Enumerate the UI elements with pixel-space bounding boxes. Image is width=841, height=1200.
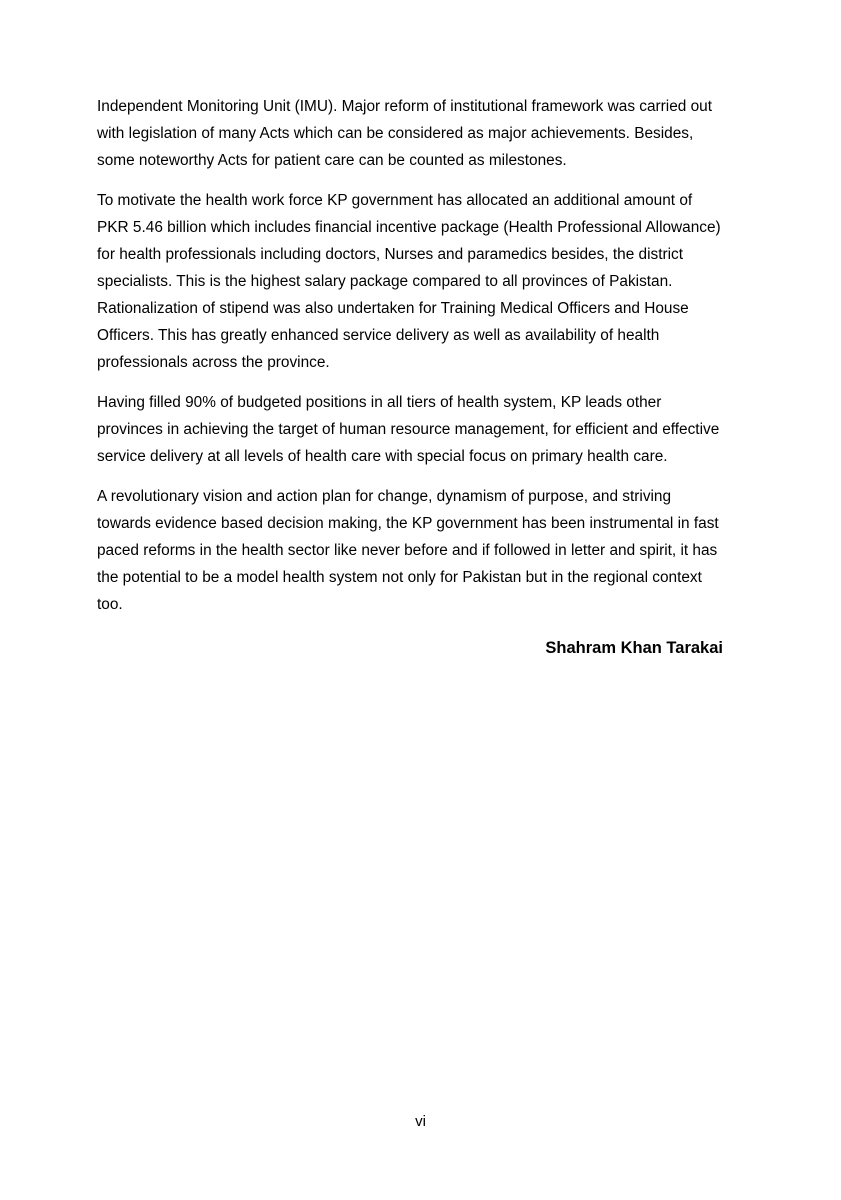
- page-number: vi: [415, 1113, 426, 1130]
- paragraph-revolutionary-vision: A revolutionary vision and action plan for change, dynamism of purpose, and striving towards evidence based decision making, the KP government has been instrumental in fast paced reforms in the health sector like never before and if followed in letter and spirit, it has the potential to be a model health system not only for Pakistan but in the regional context too.: [97, 488, 719, 613]
- paragraph-imu-reform: Independent Monitoring Unit (IMU). Major reform of institutional framework was carried out with legislation of many Acts which can be considered as major achievements. Besides, some noteworthy Acts for patient care can be counted as milestones.: [97, 98, 713, 169]
- paragraph-health-workforce: To motivate the health work force KP government has allocated an additional amount of PKR 5.46 billion which includes financial incentive package (Health Professional Allowance) for health professionals including doctors, Nurses and paramedics besides, the district specialists. This is the highest salary package compared to all provinces of Pakistan. Rationalization of stipend was also undertaken for Training Medical Officers and House Officers. This has greatly enhanced service delivery as well as availability of health professionals across the province.: [97, 192, 721, 371]
- paragraph-budgeted-positions: Having filled 90% of budgeted positions in all tiers of health system, KP leads other provinces in achieving the target of human resource management, for efficient and effective service delivery at all levels of health care with special focus on primary health care.: [97, 394, 720, 465]
- signature-name: Shahram Khan Tarakai: [545, 639, 723, 657]
- body-text: [97, 93, 757, 631]
